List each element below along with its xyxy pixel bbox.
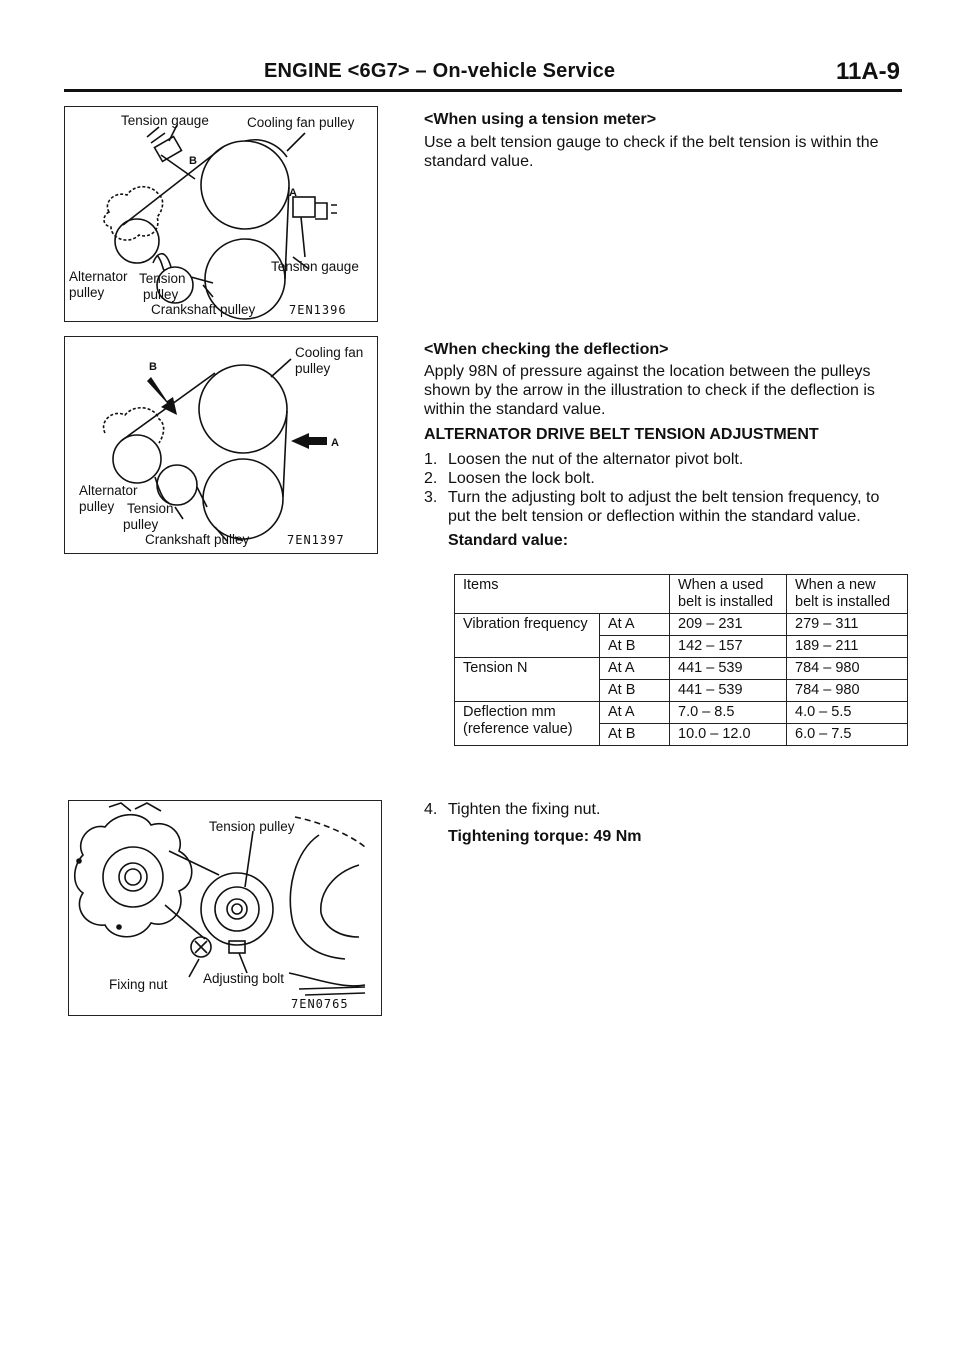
figure-tension-gauge <box>64 106 378 322</box>
marker-a: A <box>289 187 297 199</box>
step-number: 2. <box>424 470 438 487</box>
label-alternator: Alternator <box>79 483 138 498</box>
label-tension: Tension <box>127 501 174 516</box>
step-text: Turn the adjusting bolt to adjust the belt tension frequency, to put the belt tension or deflection within the standard value. <box>448 489 880 525</box>
row-used-value: 441 – 539 <box>670 680 787 702</box>
figure-code: 7EN1396 <box>289 303 347 317</box>
row-used-value: 142 – 157 <box>670 636 787 658</box>
header-used-belt: When a used belt is installed <box>670 575 787 614</box>
step-text: Loosen the lock bolt. <box>448 470 595 487</box>
spec-table <box>454 574 908 746</box>
table-header-row <box>455 575 908 614</box>
step-number: 1. <box>424 451 438 468</box>
label-tension-pulley: Tension pulley <box>209 819 295 834</box>
row-used-value: 10.0 – 12.0 <box>670 724 787 746</box>
figure-adjustment <box>68 800 382 1016</box>
row-item: Deflection mm (reference value) <box>455 702 600 746</box>
row-item: Tension N <box>455 658 600 702</box>
steps-list <box>424 450 902 526</box>
step-text: Loosen the nut of the alternator pivot bolt. <box>448 451 744 468</box>
table-row <box>455 658 908 680</box>
marker-b: B <box>149 361 157 373</box>
header-items: Items <box>455 575 670 614</box>
page-number: 11A-9 <box>835 58 900 85</box>
belt-diagram-1 <box>65 107 377 321</box>
subheading-tension-meter: <When using a tension meter> <box>424 111 657 128</box>
row-new-value: 6.0 – 7.5 <box>787 724 908 746</box>
row-position: At B <box>600 680 670 702</box>
label-adjusting-bolt: Adjusting bolt <box>203 971 285 986</box>
step-text: Tighten the fixing nut. <box>448 801 601 818</box>
section-heading: ALTERNATOR DRIVE BELT TENSION ADJUSTMENT <box>424 426 819 443</box>
label-tension-pulley: pulley <box>123 517 159 532</box>
step-item <box>424 488 902 526</box>
label-crankshaft-pulley: Crankshaft pulley <box>145 532 250 547</box>
header-rule <box>64 89 902 92</box>
page-header <box>64 58 902 90</box>
row-item: Vibration frequency <box>455 614 600 658</box>
step-item <box>424 800 902 819</box>
section-tension-meter <box>424 110 902 171</box>
row-new-value: 279 – 311 <box>787 614 908 636</box>
label-alternator: Alternator <box>69 269 128 284</box>
torque-label: Tightening torque: 49 Nm <box>448 828 642 845</box>
label-alternator-pulley: pulley <box>79 499 115 514</box>
label-cooling-fan-pulley: Cooling fan pulley <box>247 115 355 130</box>
row-position: At A <box>600 658 670 680</box>
standard-value-label: Standard value: <box>448 532 569 549</box>
marker-b: B <box>189 155 197 167</box>
label-fixing-nut: Fixing nut <box>109 977 168 992</box>
page-title: ENGINE <6G7> – On-vehicle Service <box>264 60 616 82</box>
row-new-value: 784 – 980 <box>787 658 908 680</box>
row-new-value: 189 – 211 <box>787 636 908 658</box>
marker-a: A <box>331 437 339 449</box>
row-position: At B <box>600 636 670 658</box>
paragraph-deflection: Apply 98N of pressure against the location between the pulleys shown by the arrow in the illustration to check if the deflection is within the standard value. <box>424 363 875 418</box>
section-step-4 <box>424 800 902 846</box>
label-tension-pulley: pulley <box>143 287 179 302</box>
table-row <box>455 614 908 636</box>
row-position: At A <box>600 702 670 724</box>
figure-deflection <box>64 336 378 554</box>
section-deflection <box>424 340 902 550</box>
step-number: 4. <box>424 801 438 818</box>
step-number: 3. <box>424 489 438 506</box>
label-alternator-pulley: pulley <box>69 285 105 300</box>
row-used-value: 7.0 – 8.5 <box>670 702 787 724</box>
header-new-belt: When a new belt is installed <box>787 575 908 614</box>
label-cooling-fan-pulley: pulley <box>295 361 331 376</box>
label-tension-gauge-top: Tension gauge <box>121 113 209 128</box>
row-position: At B <box>600 724 670 746</box>
row-position: At A <box>600 614 670 636</box>
figure-code: 7EN0765 <box>291 997 349 1011</box>
label-cooling-fan: Cooling fan <box>295 345 364 360</box>
step-item <box>424 450 902 469</box>
label-crankshaft-pulley: Crankshaft pulley <box>151 302 256 317</box>
label-tension-gauge-right: Tension gauge <box>271 259 359 274</box>
row-used-value: 441 – 539 <box>670 658 787 680</box>
label-tension: Tension <box>139 271 186 286</box>
paragraph-tension-meter: Use a belt tension gauge to check if the belt tension is within the standard value. <box>424 134 879 170</box>
step-item <box>424 469 902 488</box>
figure-code: 7EN1397 <box>287 533 345 547</box>
row-new-value: 784 – 980 <box>787 680 908 702</box>
subheading-deflection: <When checking the deflection> <box>424 341 669 358</box>
row-new-value: 4.0 – 5.5 <box>787 702 908 724</box>
table-row <box>455 702 908 724</box>
row-used-value: 209 – 231 <box>670 614 787 636</box>
